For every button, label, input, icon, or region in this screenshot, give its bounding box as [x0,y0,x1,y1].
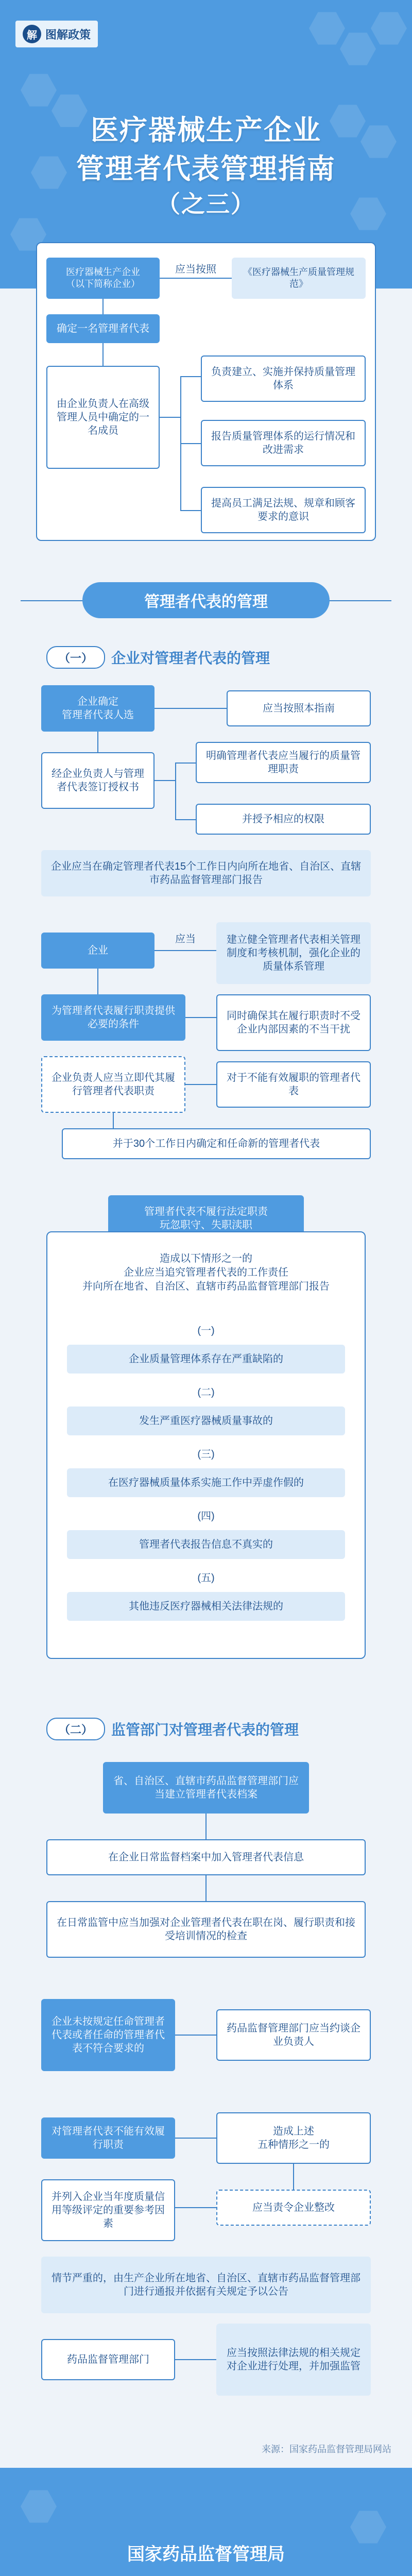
clarify-box: 明确管理者代表应当履行的质量管理职责 [196,742,371,783]
intro-connector [102,299,104,314]
connector [154,780,175,781]
intro-determine-box: 确定一名管理者代表 [46,314,160,343]
rectify-box: 应当责令企业整改 [216,2190,371,2226]
mechanism-box: 建立健全管理者代表相关管理制度和考核机制，强化企业的质量体系管理 [216,922,371,984]
situation-4: 管理者代表报告信息不真实的 [67,1530,345,1559]
report-note-box: 企业应当在确定管理者代表15个工作日内向所在地省、自治区、直辖市药品监督管理部门报告 [41,850,371,896]
connector [154,708,227,709]
should-form-box: 应当按照本指南 [227,690,371,726]
intro-connector [102,343,104,366]
not-report-box: 企业未按规定任命管理者代表或者任命的管理者代表不符合要求的 [41,1999,175,2071]
daily-box: 在企业日常监督档案中加入管理者代表信息 [46,1839,366,1875]
connector [113,1113,114,1128]
situation-num-2: (二) [197,1387,215,1398]
intro-connector [160,417,180,418]
intro-should: 应当按照 [175,264,216,275]
intro-duty-1: 负责建立、实施并保持质量管理体系 [201,355,366,402]
connector [205,1814,207,1839]
connector [185,1017,216,1018]
should-text: 应当 [175,934,196,945]
part1-number: （一） [46,646,105,669]
ensure-box: 同时确保其在履行职责时不受企业内部因素的不当干扰 [216,994,371,1051]
part2-number: （二） [46,1718,105,1740]
footer-org: 国家药品监督管理局 [127,2545,285,2564]
situation-num-1: (一) [197,1325,215,1336]
connector [175,762,196,764]
part1-heading [46,644,366,671]
confirm-box: 企业确定 管理者代表人选 [41,685,154,732]
title-line-3: （之三） [157,191,255,217]
connector [97,969,98,994]
intro-connector [160,278,232,279]
connector [175,2138,216,2139]
intro-connector [180,510,201,511]
punish-box: 应当按照法律法规的相关规定对企业进行处理，并加强监管 [216,2324,371,2396]
connector [175,819,196,820]
connector [175,762,176,819]
title-line-2: 管理者代表管理指南 [76,154,336,184]
situation-2: 发生严重医疗器械质量事故的 [67,1406,345,1435]
grant-box: 并授予相应的权限 [196,804,371,835]
connector [154,950,216,951]
intro-duty-2: 报告质量管理体系的运行情况和改进需求 [201,420,366,466]
reconfirm-box: 并于30个工作日内确定和任命新的管理者代表 [62,1128,371,1159]
part2-heading [46,1716,366,1742]
not-fulfil-reason-box: 对于不能有效履职的管理者代表 [216,1061,371,1108]
intro-duty-3: 提高员工满足法规、规章和顾客要求的意识 [201,487,366,533]
situation-num-3: (三) [197,1449,215,1460]
intro-member-box: 由企业负责人在高级管理人员中确定的一名成员 [46,366,160,469]
serious-box: 情节严重的，由生产企业所在地省、自治区、直辖市药品监督管理部门进行通报并依据有关规定予以公告 [41,2257,371,2313]
inspect-box: 在日常监管中应当加强对企业管理者代表在职在岗、履行职责和接受培训情况的检查 [46,1901,366,1958]
not-fulfil-box: 企业负责人应当立即代其履行管理者代表职责 [41,1056,185,1113]
situation-1: 企业质量管理体系存在严重缺陷的 [67,1345,345,1374]
connector [205,1875,207,1901]
intro-regulation-box: 《医疗器械生产质量管理规范》 [232,258,366,299]
part1-title: 企业对管理者代表的管理 [111,650,270,666]
intro-connector [180,376,201,377]
title-line-1: 医疗器械生产企业 [91,115,321,146]
credit-box: 并列入企业当年度质量信用等级评定的重要参考因素 [41,2179,175,2241]
situation-num-4: (四) [197,1511,215,1522]
connector [175,2207,216,2208]
situations-intro: 造成以下情形之一的 企业应当追究管理者代表的工作责任 并向所在地省、自治区、直辖市药品监督管理部门报告 [82,1253,330,1292]
connector [175,2035,216,2036]
company-box: 企业 [41,933,154,969]
five-box: 造成上述 五种情形之一的 [216,2112,371,2164]
connector [185,1084,216,1085]
connector [293,2164,294,2190]
logo-glyph-icon: 解 [23,25,41,43]
intro-connector [180,443,201,444]
source-text: 来源：国家药品监督管理局网站 [262,2444,391,2454]
section-title-text: 管理者代表的管理 [144,594,268,611]
policy-logo [15,21,98,47]
situation-3: 在医疗器械质量体系实施工作中弄虚作假的 [67,1468,345,1497]
provide-box: 为管理者代表履行职责提供必要的条件 [41,994,185,1041]
intro-company-box: 医疗器械生产企业 （以下简称企业） [46,258,160,299]
connector [97,732,98,752]
authorize-box: 经企业负责人与管理者代表签订授权书 [41,752,154,809]
archive-box: 省、自治区、直辖市药品监督管理部门应当建立管理者代表档案 [103,1762,309,1814]
connector [175,2359,216,2360]
not-duty-box: 对管理者代表不能有效履行职责 [41,2117,175,2159]
situation-num-5: (五) [197,1572,215,1584]
dept-require-box: 药品监督管理部门应当约谈企业负责人 [216,2009,371,2061]
violations-head-box: 管理者代表不履行法定职责 玩忽职守、失职渎职 [108,1195,304,1242]
logo-text: 图解政策 [45,28,91,41]
situation-5: 其他违反医疗器械相关法律法规的 [67,1592,345,1621]
dept-box: 药品监督管理部门 [41,2339,175,2380]
section-title [82,582,330,618]
part2-title: 监管部门对管理者代表的管理 [111,1722,299,1738]
